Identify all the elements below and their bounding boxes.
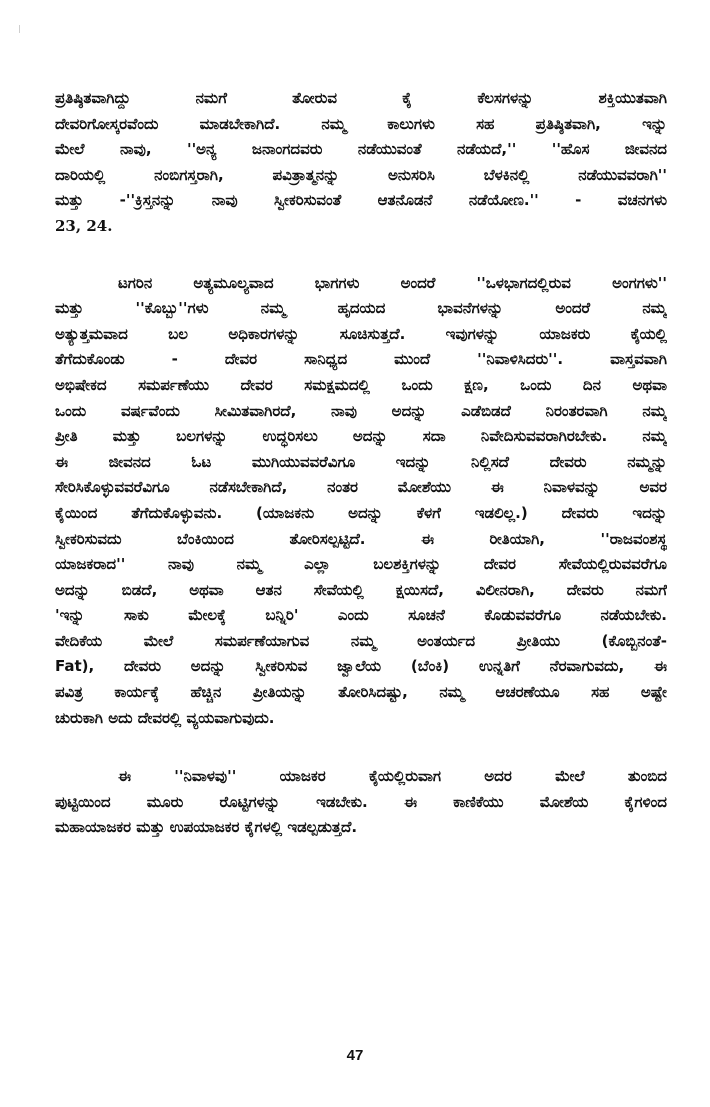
paragraph-2-line: ಮತ್ತು ''ಕೊಬ್ಬು''ಗಳು ನಮ್ಮ ಹೃದಯದ ಭಾವನೆಗಳನ್ನು ಅಂದರೆ ನಮ್ಮ xyxy=(55,299,667,318)
paragraph-2-line: Fat), ದೇವರು ಅದನ್ನು ಸ್ವೀಕರಿಸುವ ಜ್ವಾಲೆಯ (ಬೆಂಕಿ) ಉನ್ನತಿಗೆ ನೆರವಾಗುವದು, ಈ xyxy=(55,657,667,676)
paragraph-3-line xyxy=(55,764,667,790)
paragraph-2-line: ಅಭಿಷೇಕದ ಸಮರ್ಪಣೆಯು ದೇವರ ಸಮಕ್ಷಮದಲ್ಲಿ ಒಂದು ಕ್ಷಣ, ಒಂದು ದಿನ ಅಥವಾ xyxy=(55,375,667,394)
paragraph-2-line: ಯಾಜಕರಾದ'' ನಾವು ನಮ್ಮ ಎಲ್ಲಾ ಬಲಶಕ್ತಿಗಳನ್ನು ದೇವರ ಸೇವೆಯಲ್ಲಿರುವವರೆಗೂ xyxy=(55,555,667,574)
paragraph-2-line: ಈ ಜೀವನದ ಓಟ ಮುಗಿಯುವವರೆವಿಗೂ ಇದನ್ನು ನಿಲ್ಲಿಸದೆ ದೇವರು ನಮ್ಮನ್ನು xyxy=(55,452,667,471)
paragraph-3-line: ಪುಟ್ಟಿಯಿಂದ ಮೂರು ರೊಟ್ಟಿಗಳನ್ನು ಇಡಬೇಕು. ಈ ಕಾಣಿಕೆಯು ಮೋಶೆಯ ಕೈಗಳಿಂದ xyxy=(55,792,667,811)
paragraph-2-line: ತೆಗೆದುಕೊಂಡು - ದೇವರ ಸಾನಿಧ್ಯದ ಮುಂದೆ ''ನಿವಾಳಿಸಿದರು''. ವಾಸ್ತವವಾಗಿ xyxy=(55,350,667,369)
paragraph-2-line xyxy=(55,271,667,297)
paragraph-2-line: ಪವಿತ್ರ ಕಾರ್ಯಕ್ಕೆ ಹೆಚ್ಚಿನ ಪ್ರೀತಿಯನ್ನು ತೋರಿಸಿದಷ್ಟು, ನಮ್ಮ ಆಚರಣೆಯೂ ಸಹ ಅಷ್ಟೇ xyxy=(55,683,667,702)
paragraph-1-line: ದೇವರಿಗೋಸ್ಕರವೆಂದು ಮಾಡಬೇಕಾಗಿದೆ. ನಮ್ಮ ಕಾಲುಗಳು ಸಹ ಪ್ರತಿಷ್ಠಿತವಾಗಿ, ಇನ್ನು xyxy=(55,114,667,133)
paragraph-3-first-line-text: ಈ ''ನಿವಾಳವು'' ಯಾಜಕರ ಕೈಯಲ್ಲಿರುವಾಗ ಅದರ ಮೇಲೆ ತುಂಬಿದ xyxy=(118,767,667,786)
paragraph-2-line: ಪ್ರೀತಿ ಮತ್ತು ಬಲಗಳನ್ನು ಉದ್ಧರಿಸಲು ಅದನ್ನು ಸದಾ ನಿವೇದಿಸುವವರಾಗಿರಬೇಕು. ನಮ್ಮ xyxy=(55,427,667,446)
page-number: 47 xyxy=(346,1047,364,1064)
paragraph-2-first-line-text: ಟಗರಿನ ಅತ್ಯಮೂಲ್ಯವಾದ ಭಾಗಗಳು ಅಂದರೆ ''ಒಳಭಾಗದಲ್ಲಿರುವ ಅಂಗಗಳು'' xyxy=(118,273,667,292)
paragraph-spacer xyxy=(55,240,667,271)
paragraph-2-line: ಕೈಯಿಂದ ತೆಗೆದುಕೊಳ್ಳುವನು. (ಯಾಜಕನು ಅದನ್ನು ಕೆಳಗೆ ಇಡಲಿಲ್ಲ.) ದೇವರು ಇದನ್ನು xyxy=(55,503,667,522)
scan-artifact-mark xyxy=(19,25,20,33)
paragraph-2-line: ಅದನ್ನು ಬಿಡದೆ, ಅಥವಾ ಆತನ ಸೇವೆಯಲ್ಲಿ ಕ್ಷಯಿಸದೆ, ವಿಲೀನರಾಗಿ, ದೇವರು ನಮಗೆ xyxy=(55,580,667,599)
paragraph-2-line: ವೇದಿಕೆಯ ಮೇಲೆ ಸಮರ್ಪಣೆಯಾಗುವ ನಮ್ಮ ಅಂತರ್ಯದ ಪ್ರೀತಿಯು (ಕೊಬ್ಬಿನಂತೆ- xyxy=(55,631,667,650)
paragraph-1-line: ಮತ್ತು -''ಕ್ರಿಸ್ತನನ್ನು ನಾವು ಸ್ವೀಕರಿಸುವಂತೆ ಆತನೊಡನೆ ನಡೆಯೋಣ.'' - ವಚನಗಳು xyxy=(55,191,667,210)
document-page-body xyxy=(55,86,667,841)
paragraph-1-line: ದಾರಿಯಲ್ಲಿ ನಂಬಿಗಸ್ತರಾಗಿ, ಪವಿತ್ರಾತ್ಮನನ್ನು ಅನುಸರಿಸಿ ಬೆಳಕಿನಲ್ಲಿ ನಡೆಯುವವರಾಗಿ'' xyxy=(55,165,667,184)
paragraph-2-line: 'ಇನ್ನು ಸಾಕು ಮೇಲಕ್ಕೆ ಬನ್ನಿರಿ' ಎಂದು ಸೂಚನೆ ಕೊಡುವವರೆಗೂ ನಡೆಯಬೇಕು. xyxy=(55,606,667,625)
paragraph-2-line: ಒಂದು ವರ್ಷವೆಂದು ಸೀಮಿತವಾಗಿರದೆ, ನಾವು ಅದನ್ನು ಎಡೆಬಿಡದೆ ನಿರಂತರವಾಗಿ ನಮ್ಮ xyxy=(55,401,667,420)
paragraph-spacer xyxy=(55,731,667,764)
paragraph-3-line: ಮಹಾಯಾಜಕರ ಮತ್ತು ಉಪಯಾಜಕರ ಕೈಗಳಲ್ಲಿ ಇಡಲ್ಪಡುತ್ತದೆ. xyxy=(55,818,358,837)
paragraph-3 xyxy=(55,764,667,841)
paragraph-1 xyxy=(55,86,667,240)
paragraph-2-line: ಸೇರಿಸಿಕೊಳ್ಳುವವರೆವಿಗೂ ನಡೆಸಬೇಕಾಗಿದೆ, ನಂತರ ಮೋಶೆಯು ಈ ನಿವಾಳವನ್ನು ಅವರ xyxy=(55,478,667,497)
paragraph-2 xyxy=(55,271,667,732)
paragraph-2-line: ಸ್ವೀಕರಿಸುವದು ಬೆಂಕಿಯಿಂದ ತೋರಿಸಲ್ಪಟ್ಟಿದೆ. ಈ ರೀತಿಯಾಗಿ, ''ರಾಜವಂಶಸ್ಥ xyxy=(55,529,667,548)
paragraph-1-line: ಪ್ರತಿಷ್ಠಿತವಾಗಿದ್ದು ನಮಗೆ ತೋರುವ ಕೈ ಕೆಲಸಗಳನ್ನು ಶಕ್ತಿಯುತವಾಗಿ xyxy=(55,89,667,107)
paragraph-1-verse-reference: 23, 24. xyxy=(55,216,113,235)
paragraph-2-line: ಅತ್ಯುತ್ತಮವಾದ ಬಲ ಅಧಿಕಾರಗಳನ್ನು ಸೂಚಿಸುತ್ತದೆ. ಇವುಗಳನ್ನು ಯಾಜಕರು ಕೈಯಲ್ಲಿ xyxy=(55,324,667,343)
paragraph-1-line: ಮೇಲೆ ನಾವು, ''ಅನ್ಯ ಜನಾಂಗದವರು ನಡೆಯುವಂತೆ ನಡೆಯದೆ,'' ''ಹೊಸ ಜೀವನದ xyxy=(55,140,667,159)
paragraph-2-line: ಚುರುಕಾಗಿ ಅದು ದೇವರಲ್ಲಿ ವ್ಯಯವಾಗುವುದು. xyxy=(55,708,275,727)
